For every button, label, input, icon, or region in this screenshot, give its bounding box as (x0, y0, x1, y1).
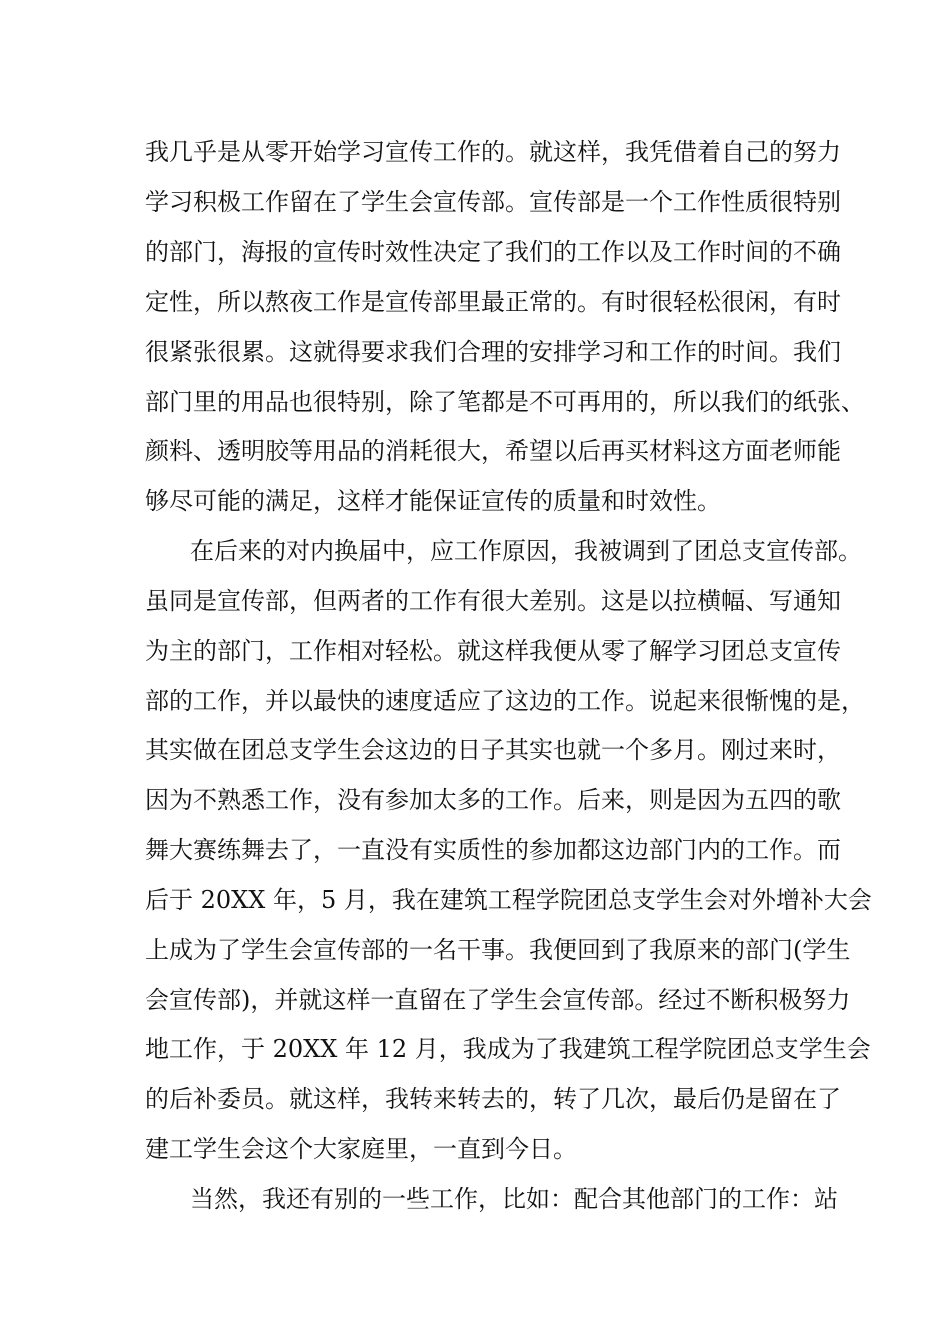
text-line: 后于 20XX 年，5 月，我在建筑工程学院团总支学生会对外增补大会 (145, 886, 872, 914)
text-line: 的部门，海报的宣传时效性决定了我们的工作以及工作时间的不确 (145, 238, 841, 266)
text-line: 为主的部门，工作相对轻松。就这样我便从零了解学习团总支宣传 (145, 637, 841, 665)
text-line: 颜料、透明胶等用品的消耗很大，希望以后再买材料这方面老师能 (145, 437, 841, 465)
text-line: 其实做在团总支学生会这边的日子其实也就一个多月。刚过来时， (145, 736, 841, 764)
paragraph-first-line: 当然，我还有别的一些工作，比如：配合其他部门的工作：站 (190, 1185, 838, 1213)
text-line: 建工学生会这个大家庭里，一直到今日。 (145, 1135, 577, 1163)
text-line: 虽同是宣传部，但两者的工作有很大差别。这是以拉横幅、写通知 (145, 587, 841, 615)
text-line: 够尽可能的满足，这样才能保证宣传的质量和时效性。 (145, 487, 721, 515)
text-line: 地工作，于 20XX 年 12 月，我成为了我建筑工程学院团总支学生会 (145, 1035, 871, 1063)
text-line: 学习积极工作留在了学生会宣传部。宣传部是一个工作性质很特别 (145, 188, 841, 216)
text-line: 会宣传部)，并就这样一直留在了学生会宣传部。经过不断积极努力 (145, 986, 851, 1014)
text-line: 舞大赛练舞去了，一直没有实质性的参加都这边部门内的工作。而 (145, 836, 841, 864)
text-line: 因为不熟悉工作，没有参加太多的工作。后来，则是因为五四的歌 (145, 786, 841, 814)
text-line: 部的工作，并以最快的速度适应了这边的工作。说起来很惭愧的是， (145, 687, 865, 715)
text-line: 上成为了学生会宣传部的一名干事。我便回到了我原来的部门(学生 (145, 936, 851, 964)
paragraph-first-line: 在后来的对内换届中，应工作原因，我被调到了团总支宣传部。 (190, 537, 862, 565)
text-line: 很紧张很累。这就得要求我们合理的安排学习和工作的时间。我们 (145, 338, 841, 366)
text-line: 定性，所以熬夜工作是宣传部里最正常的。有时很轻松很闲，有时 (145, 288, 841, 316)
text-line: 部门里的用品也很特别，除了笔都是不可再用的，所以我们的纸张、 (145, 388, 865, 416)
text-line: 我几乎是从零开始学习宣传工作的。就这样，我凭借着自己的努力 (145, 138, 841, 166)
text-line: 的后补委员。就这样，我转来转去的，转了几次，最后仍是留在了 (145, 1085, 841, 1113)
